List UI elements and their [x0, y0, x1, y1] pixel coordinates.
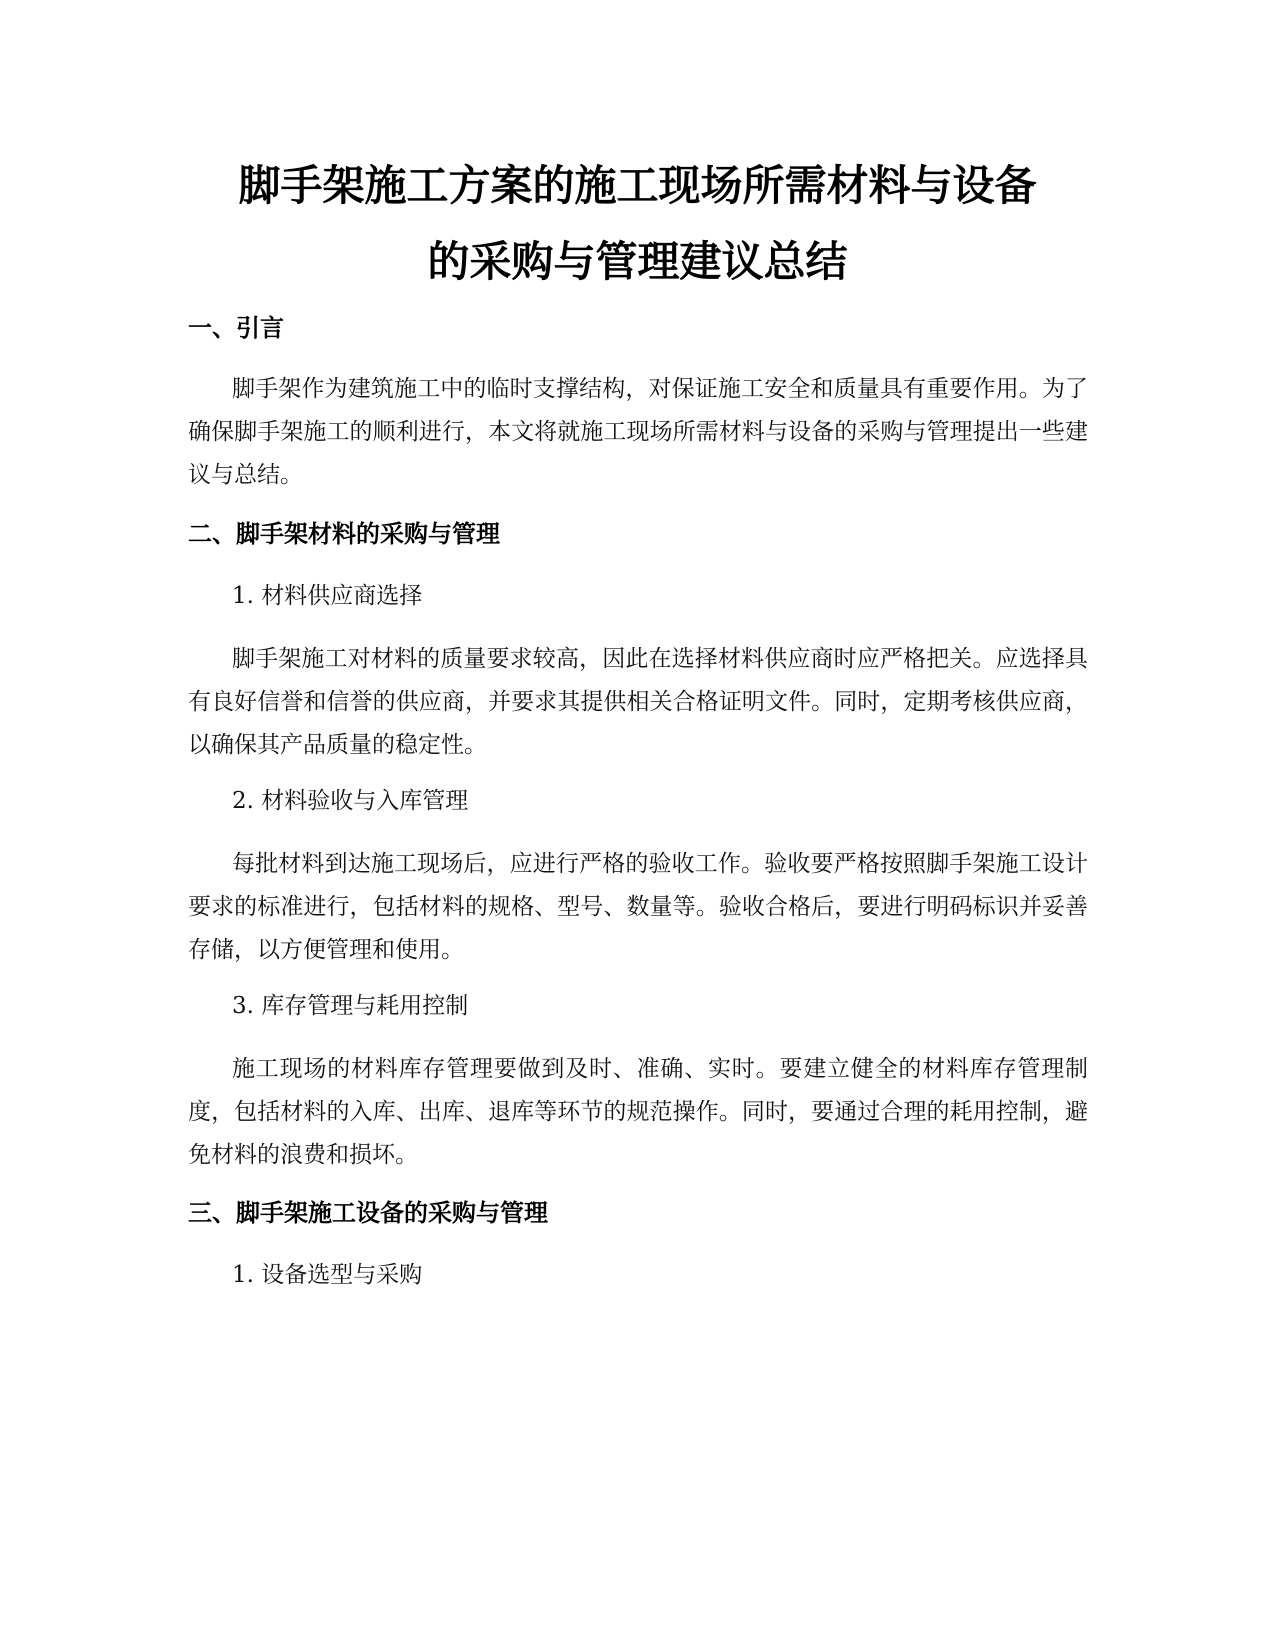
section-heading-materials: 二、脚手架材料的采购与管理 [188, 520, 500, 548]
paragraph-supplier-selection: 脚手架施工对材料的质量要求较高，因此在选择材料供应商时应严格把关。应选择具有良好信誉和信誉的供应商，并要求其提供相关合格证明文件。同时，定期考核供应商，以确保其产品质量的稳定性。 [188, 646, 1088, 758]
section-heading-equipment: 三、脚手架施工设备的采购与管理 [188, 1199, 548, 1227]
subheading-inventory-control: 3. 库存管理与耗用控制 [232, 993, 469, 1019]
paragraph-acceptance-storage: 每批材料到达施工现场后，应进行严格的验收工作。验收要严格按照脚手架施工设计要求的标准进行，包括材料的规格、型号、数量等。验收合格后，要进行明码标识并妥善存储，以方便管理和使用。 [188, 851, 1088, 963]
title-line-2: 的采购与管理建议总结 [427, 237, 848, 286]
subheading-equipment-selection: 1. 设备选型与采购 [232, 1262, 423, 1288]
paragraph-introduction: 脚手架作为建筑施工中的临时支撑结构，对保证施工安全和质量具有重要作用。为了确保脚手架施工的顺利进行，本文将就施工现场所需材料与设备的采购与管理提出一些建议与总结。 [188, 376, 1088, 488]
section-heading-introduction: 一、引言 [188, 314, 284, 342]
subheading-supplier-selection: 1. 材料供应商选择 [232, 583, 423, 609]
document-title [150, 148, 1125, 300]
paragraph-inventory-control: 施工现场的材料库存管理要做到及时、准确、实时。要建立健全的材料库存管理制度，包括材料的入库、出库、退库等环节的规范操作。同时，要通过合理的耗用控制，避免材料的浪费和损坏。 [188, 1056, 1088, 1168]
title-line-1: 脚手架施工方案的施工现场所需材料与设备 [238, 161, 1037, 210]
subheading-acceptance-storage: 2. 材料验收与入库管理 [232, 788, 469, 814]
